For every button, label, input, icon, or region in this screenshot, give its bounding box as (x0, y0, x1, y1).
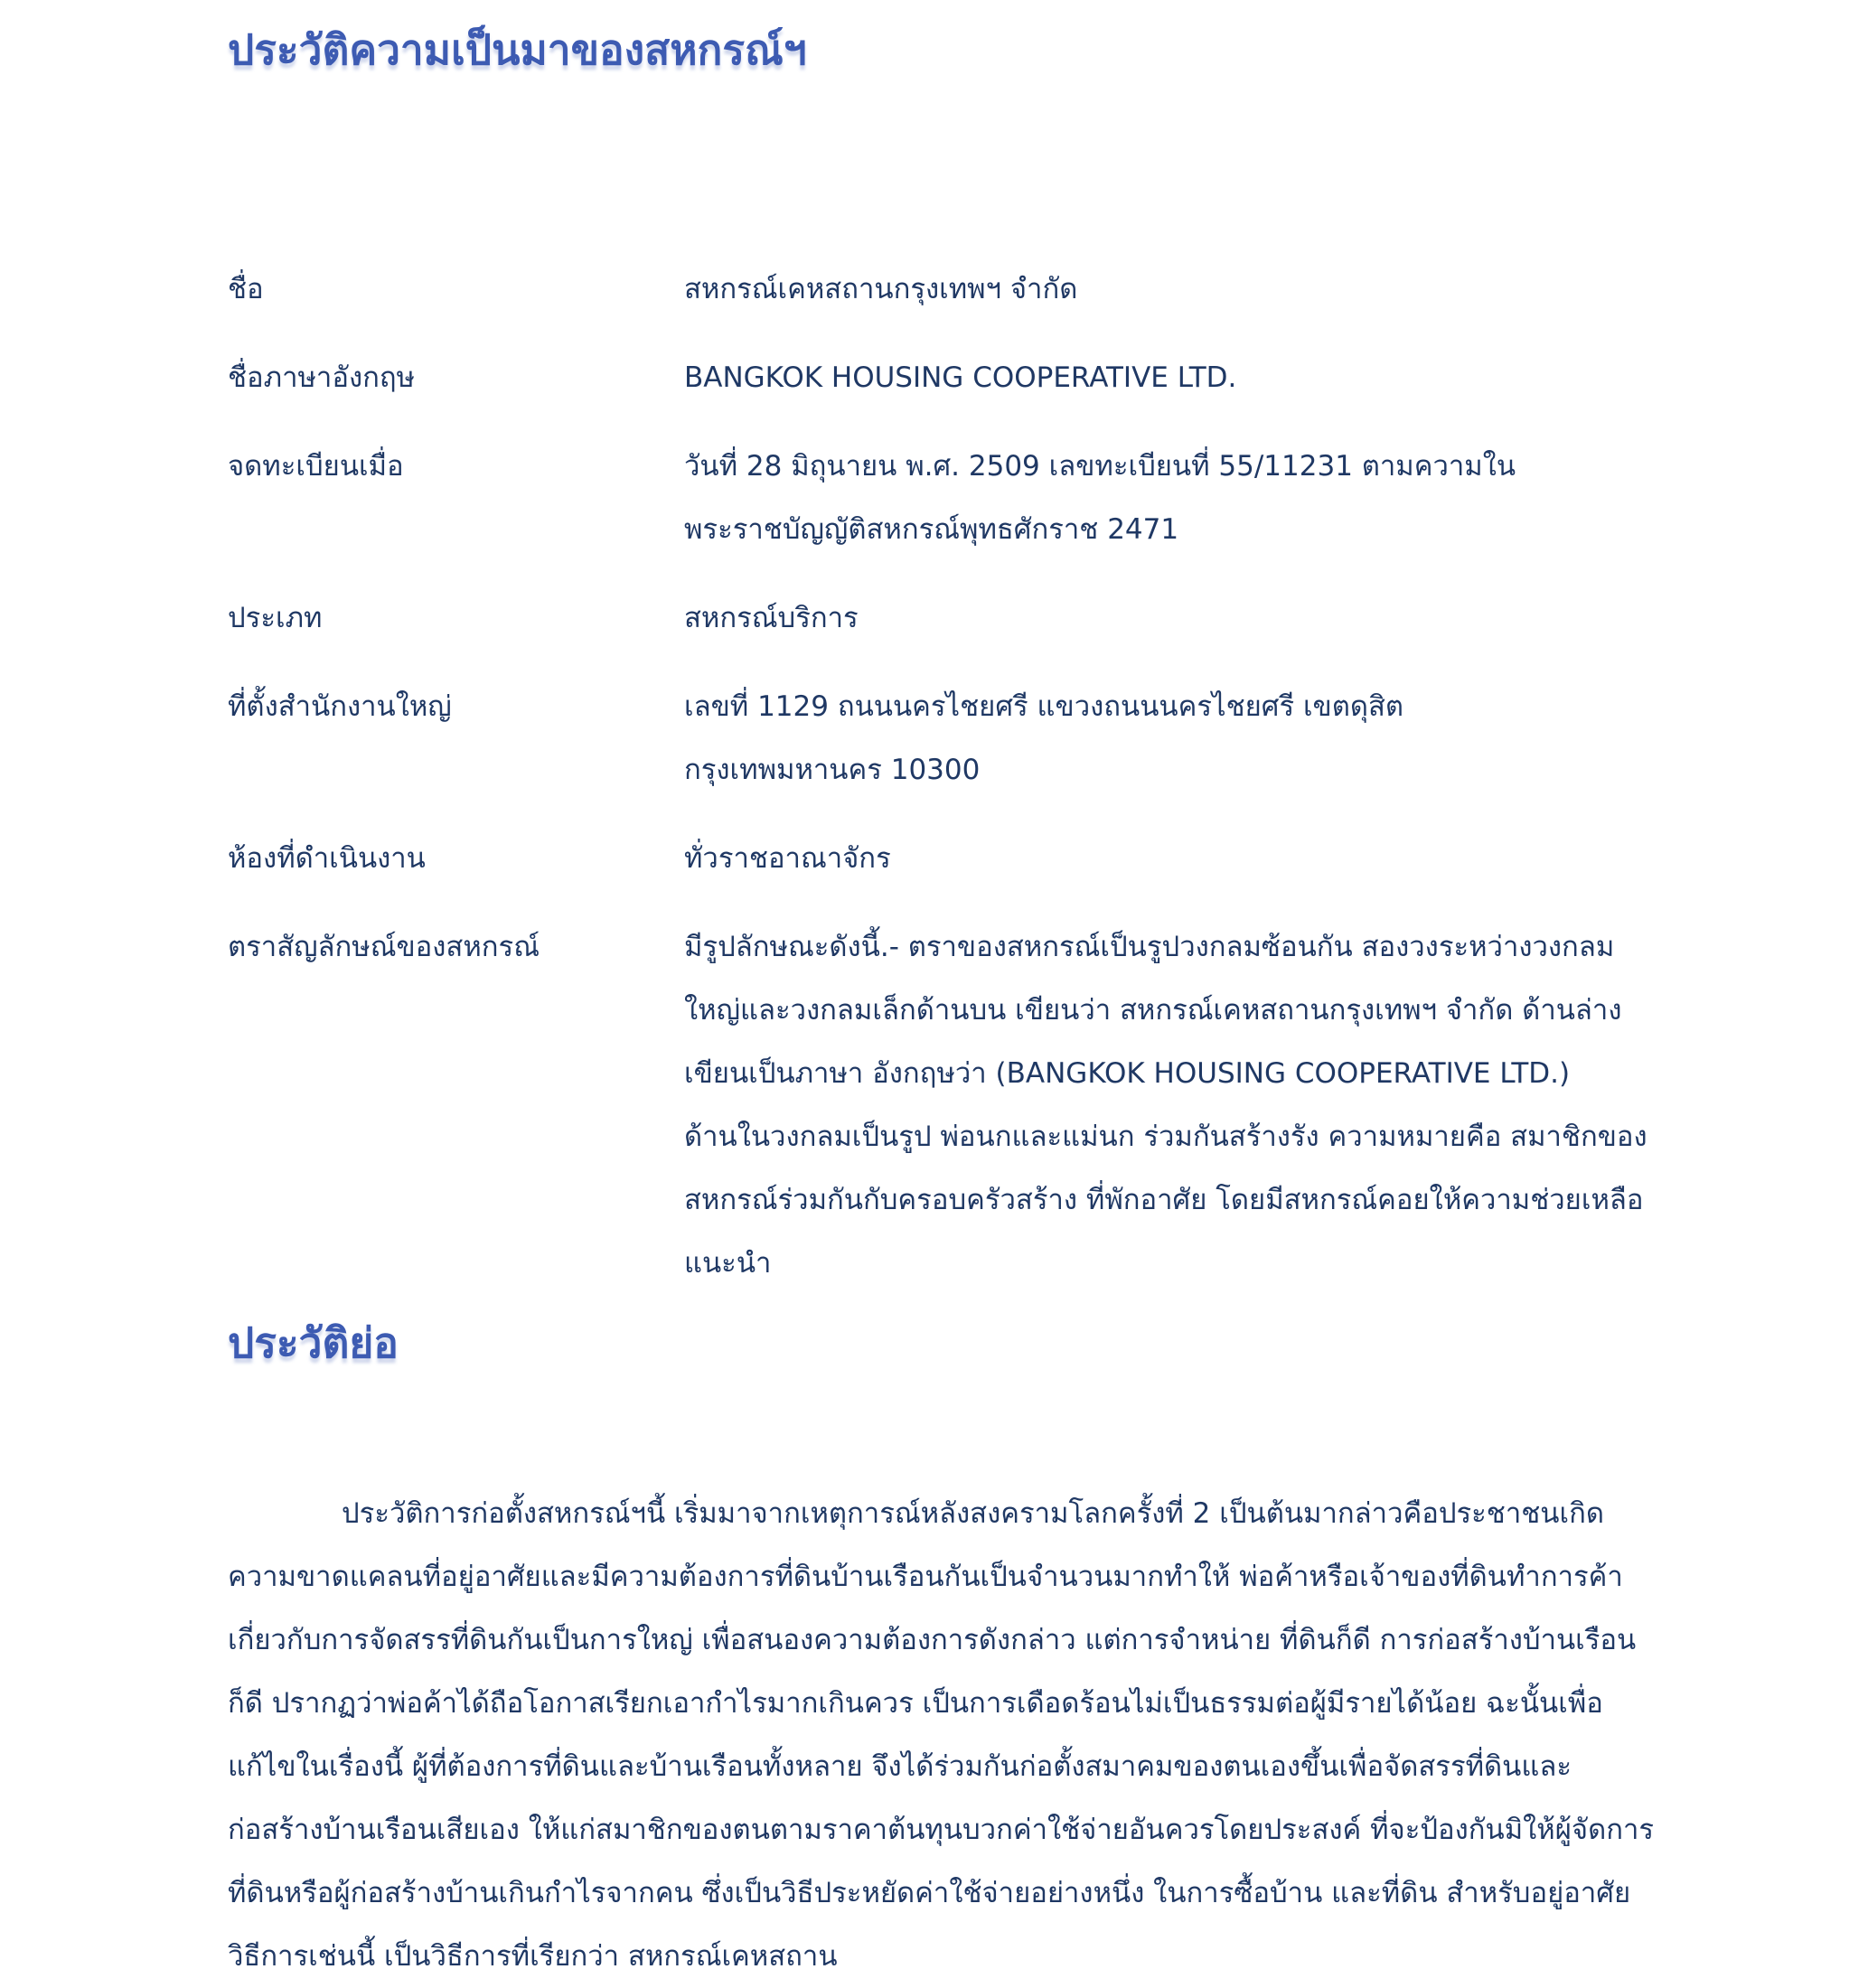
paragraph-line: ประวัติการก่อตั้งสหกรณ์ฯนี้ เริ่มมาจากเหตุการณ์หลังสงครามโลกครั้งที่ 2 เป็นต้นมากล่าวคือประชาชนเกิด (342, 1497, 1604, 1530)
info-value-line: กรุงเทพมหานคร 10300 (684, 754, 981, 786)
paragraph-line: ที่ดินหรือผู้ก่อสร้างบ้านเกินกำไรจากคน ซึ่งเป็นวิธีประหยัดค่าใช้จ่ายอย่างหนึ่ง ในการซื้อบ้าน และที่ดิน สำหรับอยู่อาศัย (228, 1877, 1631, 1909)
info-label: ห้องที่ดำเนินงาน (228, 842, 426, 875)
info-row-name (228, 258, 1674, 321)
info-value-line: สหกรณ์ร่วมกันกับครอบครัวสร้าง ที่พักอาศัย โดยมีสหกรณ์คอยให้ความช่วยเหลือ (684, 1184, 1644, 1216)
info-row-english-name (228, 346, 1674, 409)
info-label: ที่ตั้งสำนักงานใหญ่ (228, 690, 452, 723)
paragraph-line: ความขาดแคลนที่อยู่อาศัยและมีความต้องการที่ดินบ้านเรือนกันเป็นจำนวนมากทำให้ พ่อค้าหรือเจ้าของที่ดินทำการค้า (228, 1561, 1623, 1593)
info-value-line: มีรูปลักษณะดังนี้.- ตราของสหกรณ์เป็นรูปวงกลมซ้อนกัน สองวงระหว่างวงกลม (684, 931, 1615, 963)
info-value (684, 675, 1669, 802)
info-row-type (228, 586, 1674, 650)
info-row-emblem (228, 915, 1674, 1295)
info-value-line: ทั่วราชอาณาจักร (684, 842, 891, 875)
info-value (684, 346, 1669, 409)
info-value-line: ใหญ่และวงกลมเล็กด้านบน เขียนว่า สหกรณ์เคหสถานกรุงเทพฯ จำกัด ด้านล่าง (684, 994, 1622, 1027)
info-value-line: แนะนำ (684, 1247, 772, 1280)
info-label: ตราสัญลักษณ์ของสหกรณ์ (228, 931, 540, 963)
info-value-line: เขียนเป็นภาษา อังกฤษว่า (BANGKOK HOUSING COOPERATIVE LTD.) (684, 1057, 1571, 1090)
paragraph-line: เกี่ยวกับการจัดสรรที่ดินกันเป็นการใหญ่ เพื่อสนองความต้องการดังกล่าว แต่การจำหน่าย ที่ดินก็ดี การก่อสร้างบ้านเรือน (228, 1624, 1637, 1656)
info-label: จดทะเบียนเมื่อ (228, 450, 404, 483)
history-paragraph (228, 1482, 1674, 1988)
info-value (684, 435, 1669, 561)
info-table (228, 258, 1674, 1320)
info-value-line: พระราชบัญญัติสหกรณ์พุทธศักราช 2471 (684, 513, 1179, 546)
info-row-address (228, 675, 1674, 802)
history-heading: ประวัติย่อ (228, 1318, 399, 1367)
info-value-line: ด้านในวงกลมเป็นรูป พ่อนกและแม่นก ร่วมกันสร้างรัง ความหมายคือ สมาชิกของ (684, 1121, 1647, 1153)
info-row-service-area (228, 827, 1674, 890)
info-label: ประเภท (228, 602, 323, 634)
info-value (684, 586, 1669, 650)
info-value (684, 827, 1669, 890)
paragraph-line: ก่อสร้างบ้านเรือนเสียเอง ให้แก่สมาชิกของตนตามราคาต้นทุนบวกค่าใช้จ่ายอันควรโดยประสงค์ ที่จะป้องกันมิให้ผู้จัดการ (228, 1814, 1655, 1846)
info-value-line: สหกรณ์บริการ (684, 602, 859, 634)
paragraph-line: ก็ดี ปรากฏว่าพ่อค้าได้ถือโอกาสเรียกเอากำไรมากเกินควร เป็นการเดือดร้อนไม่เป็นธรรมต่อผู้มีรายได้น้อย ฉะนั้นเพื่อ (228, 1687, 1603, 1720)
paragraph-line: วิธีการเช่นนี้ เป็นวิธีการที่เรียกว่า สหกรณ์เคหสถาน (228, 1940, 838, 1973)
info-value (684, 258, 1669, 321)
info-label: ชื่อ (228, 273, 264, 305)
info-value (684, 915, 1669, 1295)
info-value-line: วันที่ 28 มิถุนายน พ.ศ. 2509 เลขทะเบียนที่ 55/11231 ตามความใน (684, 450, 1516, 483)
paragraph-line: แก้ไขในเรื่องนี้ ผู้ที่ต้องการที่ดินและบ้านเรือนทั้งหลาย จึงได้ร่วมกันก่อตั้งสมาคมของตนเองขึ้นเพื่อจัดสรรที่ดินและ (228, 1750, 1572, 1783)
main-heading: ประวัติความเป็นมาของสหกรณ์ฯ (228, 25, 807, 74)
info-value-line: เลขที่ 1129 ถนนนครไชยศรี แขวงถนนนครไชยศรี เขตดุสิต (684, 690, 1404, 723)
info-row-registration (228, 435, 1674, 561)
info-label: ชื่อภาษาอังกฤษ (228, 361, 416, 394)
info-value-line: สหกรณ์เคหสถานกรุงเทพฯ จำกัด (684, 273, 1078, 305)
info-value-line: BANGKOK HOUSING COOPERATIVE LTD. (684, 361, 1237, 394)
